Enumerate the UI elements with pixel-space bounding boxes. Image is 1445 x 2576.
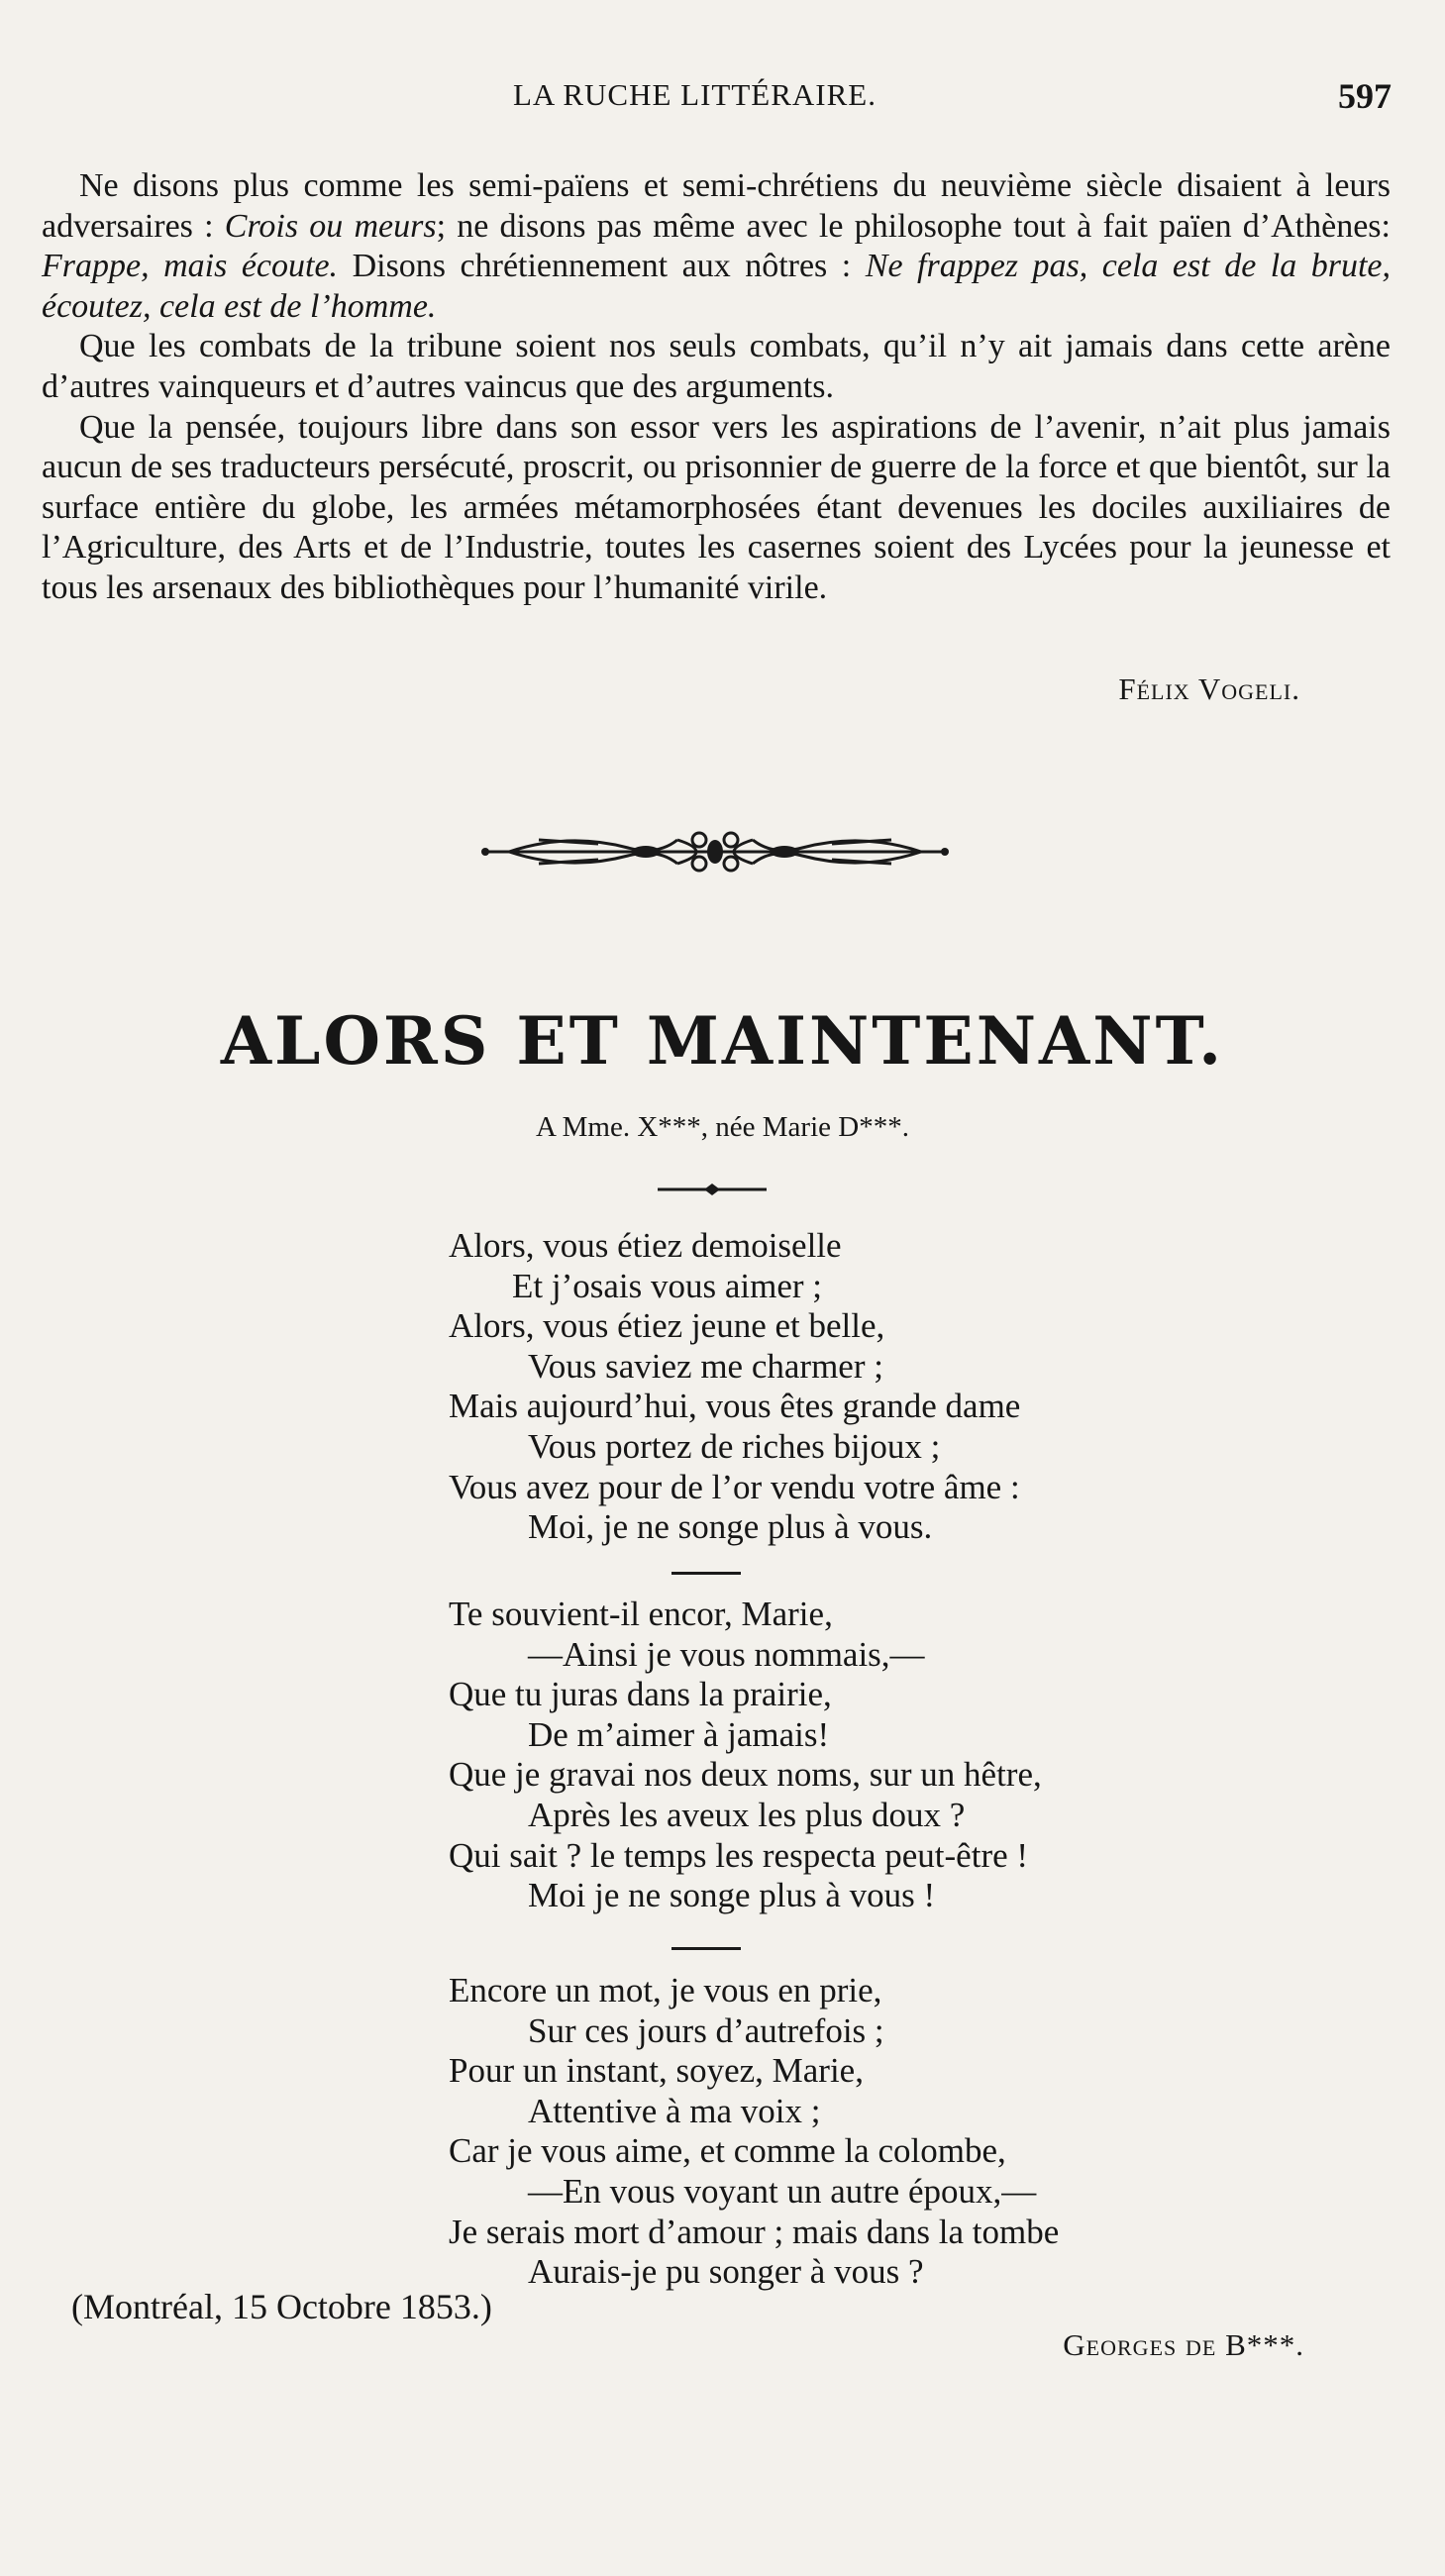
diamond-rule-icon [658, 1183, 767, 1196]
verse-line: Et j’osais vous aimer ; [512, 1266, 823, 1305]
italic-quote: Frappe, mais écoute. [42, 248, 339, 285]
running-header [0, 77, 1445, 127]
place-date: (Montréal, 15 Octobre 1853.) [71, 2287, 492, 2326]
verse-line: Moi je ne songe plus à vous ! [528, 1876, 936, 1915]
verse-line: Après les aveux les plus doux ? [528, 1795, 966, 1834]
stanza-rule [671, 1572, 741, 1575]
verse-line: Te souvient-il encor, Marie, [449, 1595, 833, 1633]
paragraph-3: Que la pensée, toujours libre dans son essor vers les aspirations de l’avenir, n’ait plus jamais aucun de ses traducteurs persécuté, proscrit, ou prisonnier de guerre de la force et que bientôt, sur la surface entière du globe, les armées métamorphosées étant devenues les dociles auxiliaires de l’Agriculture, des Arts et de l’Industrie, toutes les casernes soient des Lycées pour la jeunesse et tous les arsenaux des bibliothèques pour l’humanité virile. [42, 408, 1391, 606]
verse-line: Vous saviez me charmer ; [528, 1346, 883, 1386]
verse-line: Vous portez de riches bijoux ; [528, 1426, 941, 1466]
italic-quote: Ne frappez pas, cela est de la brute, écoutez, cela est de l’homme. [42, 248, 1392, 325]
verse-line: —Ainsi je vous nommais,— [528, 1634, 925, 1674]
verse-line: Je serais mort d’amour ; mais dans la tombe [449, 2212, 1060, 2251]
verse-line: Mais aujourd’hui, vous êtes grande dame [449, 1387, 1021, 1426]
verse-line: Alors, vous étiez jeune et belle, [449, 1306, 885, 1346]
stanza-2 [449, 1595, 1042, 1916]
verse-line: Que tu juras dans la prairie, [449, 1675, 832, 1714]
text-run: Ne disons plus comme les semi-païens et semi-chrétiens du neuvième siècle disaient à leurs adversaires : [42, 167, 1391, 245]
page-number: 597 [1338, 76, 1392, 116]
text-run: Disons chrétiennement aux nôtres : [338, 248, 866, 285]
verse-line: Alors, vous étiez demoiselle [449, 1226, 842, 1265]
stanza-3 [449, 1971, 1059, 2293]
verse-line: Sur ces jours d’autrefois ; [528, 2010, 884, 2050]
verse-line: Moi, je ne songe plus à vous. [528, 1507, 933, 1547]
verse-line: Aurais-je pu songer à vous ? [528, 2252, 924, 2292]
verse-line: Attentive à ma voix ; [528, 2091, 821, 2130]
verse-line: Que je gravai nos deux noms, sur un hêtre, [449, 1755, 1042, 1795]
poem-title: ALORS ET MAINTENANT. [220, 1002, 1225, 1080]
text-run: ; ne disons pas même avec le philosophe tout à fait païen d’Athènes: [436, 207, 1391, 245]
running-title: LA RUCHE LITTÉRAIRE. [513, 77, 877, 112]
verse-line: Vous avez pour de l’or vendu votre âme : [449, 1467, 1020, 1506]
verse-line: Pour un instant, soyez, Marie, [449, 2051, 864, 2091]
verse-line: —En vous voyant un autre époux,— [528, 2171, 1037, 2211]
stanza-rule [671, 1947, 741, 1950]
paragraph-1 [42, 166, 1391, 327]
verse-line: Qui sait ? le temps les respecta peut-être ! [449, 1835, 1029, 1875]
verse-line: De m’aimer à jamais! [528, 1714, 830, 1754]
verse-line: Car je vous aime, et comme la colombe, [449, 2131, 1006, 2171]
italic-quote: Crois ou meurs [224, 207, 437, 245]
poem-dedication: A Mme. X***, née Marie D***. [536, 1111, 909, 1143]
paragraph-2: Que les combats de la tribune soient nos seuls combats, qu’il n’y ait jamais dans cette arène d’autres vainqueurs et d’autres vaincus que des arguments. [42, 328, 1391, 405]
essay-conclusion [42, 166, 1391, 609]
stanza-1 [449, 1226, 1020, 1548]
author-signature: Félix Vogeli. [1118, 671, 1300, 706]
poem-signature: Georges de B***. [1063, 2327, 1304, 2362]
ornament-divider-icon [479, 822, 951, 881]
verse-line: Encore un mot, je vous en prie, [449, 1971, 882, 2009]
